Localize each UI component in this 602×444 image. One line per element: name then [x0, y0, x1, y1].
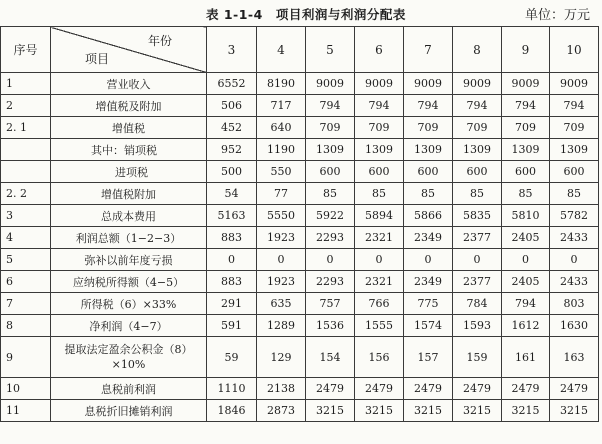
row-value: 5866 — [404, 205, 453, 227]
row-value: 591 — [207, 315, 257, 337]
row-value: 154 — [306, 337, 355, 378]
row-value: 775 — [404, 293, 453, 315]
row-value: 2479 — [502, 378, 550, 400]
row-value: 9009 — [550, 73, 599, 95]
row-value: 3215 — [355, 400, 404, 422]
row-value: 0 — [355, 249, 404, 271]
table-row — [1, 378, 599, 400]
row-value: 0 — [453, 249, 502, 271]
row-value: 2479 — [453, 378, 502, 400]
row-value: 1574 — [404, 315, 453, 337]
row-value: 2433 — [550, 227, 599, 249]
row-value: 3215 — [306, 400, 355, 422]
row-value: 0 — [207, 249, 257, 271]
row-value: 0 — [502, 249, 550, 271]
row-value: 1110 — [207, 378, 257, 400]
row-value: 6552 — [207, 73, 257, 95]
row-value: 1309 — [550, 139, 599, 161]
row-item: 提取法定盈余公积金（8）×10% — [51, 337, 207, 378]
row-value: 794 — [550, 95, 599, 117]
row-value: 9009 — [355, 73, 404, 95]
table-row — [1, 161, 599, 183]
row-value: 1555 — [355, 315, 404, 337]
row-value: 635 — [257, 293, 306, 315]
row-value: 3215 — [404, 400, 453, 422]
row-value: 1309 — [404, 139, 453, 161]
row-value: 9009 — [306, 73, 355, 95]
table-row — [1, 227, 599, 249]
row-value: 2433 — [550, 271, 599, 293]
year-header-5: 5 — [306, 27, 355, 73]
year-header-9: 9 — [502, 27, 550, 73]
row-value: 794 — [502, 293, 550, 315]
row-value: 600 — [355, 161, 404, 183]
table-row — [1, 205, 599, 227]
row-value: 757 — [306, 293, 355, 315]
row-value: 2293 — [306, 227, 355, 249]
row-item: 增值税及附加 — [51, 95, 207, 117]
row-seq: 6 — [1, 271, 51, 293]
row-seq: 5 — [1, 249, 51, 271]
row-item: 应纳税所得额（4−5） — [51, 271, 207, 293]
row-value: 8190 — [257, 73, 306, 95]
row-value: 2377 — [453, 271, 502, 293]
row-value: 709 — [550, 117, 599, 139]
row-value: 85 — [355, 183, 404, 205]
row-value: 1309 — [306, 139, 355, 161]
row-value: 0 — [404, 249, 453, 271]
row-value: 2293 — [306, 271, 355, 293]
row-value: 157 — [404, 337, 453, 378]
row-value: 794 — [502, 95, 550, 117]
row-value: 59 — [207, 337, 257, 378]
row-value: 709 — [404, 117, 453, 139]
year-header-3: 3 — [207, 27, 257, 73]
row-value: 9009 — [404, 73, 453, 95]
row-item: 所得税（6）×33% — [51, 293, 207, 315]
row-value: 85 — [550, 183, 599, 205]
row-item: 净利润（4−7） — [51, 315, 207, 337]
row-value: 2873 — [257, 400, 306, 422]
row-value: 159 — [453, 337, 502, 378]
row-seq: 8 — [1, 315, 51, 337]
row-value: 2405 — [502, 227, 550, 249]
row-value: 2138 — [257, 378, 306, 400]
row-item: 总成本费用 — [51, 205, 207, 227]
table-row — [1, 337, 599, 378]
row-value: 3215 — [453, 400, 502, 422]
year-header-7: 7 — [404, 27, 453, 73]
row-seq: 9 — [1, 337, 51, 378]
row-value: 1309 — [355, 139, 404, 161]
row-value: 85 — [306, 183, 355, 205]
item-year-header — [51, 27, 207, 73]
row-value: 1190 — [257, 139, 306, 161]
row-value: 1593 — [453, 315, 502, 337]
row-value: 2349 — [404, 271, 453, 293]
table-title: 表 1-1-4 项目利润与利润分配表 — [206, 7, 406, 22]
table-row — [1, 117, 599, 139]
row-seq: 2. 1 — [1, 117, 51, 139]
row-value: 794 — [355, 95, 404, 117]
row-value: 709 — [453, 117, 502, 139]
row-value: 506 — [207, 95, 257, 117]
row-value: 794 — [404, 95, 453, 117]
table-row — [1, 315, 599, 337]
row-item: 进项税 — [51, 161, 207, 183]
row-value: 161 — [502, 337, 550, 378]
header-row — [1, 27, 599, 73]
row-value: 0 — [257, 249, 306, 271]
row-value: 77 — [257, 183, 306, 205]
row-seq: 10 — [1, 378, 51, 400]
row-seq: 4 — [1, 227, 51, 249]
table-row — [1, 293, 599, 315]
row-value: 291 — [207, 293, 257, 315]
row-value: 5810 — [502, 205, 550, 227]
row-value: 600 — [502, 161, 550, 183]
row-value: 1923 — [257, 227, 306, 249]
year-header-label: 年份 — [147, 34, 172, 48]
row-value: 129 — [257, 337, 306, 378]
row-seq: 2 — [1, 95, 51, 117]
row-item: 增值税 — [51, 117, 207, 139]
row-value: 2479 — [404, 378, 453, 400]
row-value: 54 — [207, 183, 257, 205]
row-value: 766 — [355, 293, 404, 315]
row-value: 803 — [550, 293, 599, 315]
unit-label: 单位：万元 — [524, 8, 590, 23]
year-header-10: 10 — [550, 27, 599, 73]
row-value: 1923 — [257, 271, 306, 293]
row-value: 2349 — [404, 227, 453, 249]
row-seq: 3 — [1, 205, 51, 227]
row-value: 952 — [207, 139, 257, 161]
row-value: 883 — [207, 227, 257, 249]
row-value: 85 — [453, 183, 502, 205]
row-value: 0 — [306, 249, 355, 271]
row-value: 2479 — [306, 378, 355, 400]
row-seq: 2. 2 — [1, 183, 51, 205]
row-value: 2405 — [502, 271, 550, 293]
table-row — [1, 73, 599, 95]
table-row — [1, 139, 599, 161]
title-bar — [0, 0, 602, 26]
row-value: 1309 — [453, 139, 502, 161]
row-value: 2377 — [453, 227, 502, 249]
year-header-6: 6 — [355, 27, 404, 73]
table-row — [1, 95, 599, 117]
row-value: 600 — [404, 161, 453, 183]
row-item: 营业收入 — [51, 73, 207, 95]
row-seq — [1, 161, 51, 183]
row-value: 794 — [306, 95, 355, 117]
year-header-8: 8 — [453, 27, 502, 73]
row-value: 163 — [550, 337, 599, 378]
table-row — [1, 271, 599, 293]
row-value: 1536 — [306, 315, 355, 337]
table-row — [1, 400, 599, 422]
table-row — [1, 249, 599, 271]
row-seq: 1 — [1, 73, 51, 95]
row-value: 9009 — [502, 73, 550, 95]
row-value: 709 — [355, 117, 404, 139]
row-item: 息税前利润 — [51, 378, 207, 400]
row-value: 2321 — [355, 271, 404, 293]
row-value: 500 — [207, 161, 257, 183]
row-value: 5782 — [550, 205, 599, 227]
seq-header: 序号 — [1, 27, 51, 73]
row-value: 600 — [550, 161, 599, 183]
profit-distribution-table — [0, 26, 599, 422]
row-value: 784 — [453, 293, 502, 315]
row-value: 2479 — [355, 378, 404, 400]
row-value: 717 — [257, 95, 306, 117]
row-value: 640 — [257, 117, 306, 139]
row-value: 3215 — [502, 400, 550, 422]
row-value: 5163 — [207, 205, 257, 227]
row-value: 600 — [453, 161, 502, 183]
row-value: 794 — [453, 95, 502, 117]
row-value: 0 — [550, 249, 599, 271]
row-value: 2321 — [355, 227, 404, 249]
row-item: 增值税附加 — [51, 183, 207, 205]
row-seq: 11 — [1, 400, 51, 422]
row-value: 156 — [355, 337, 404, 378]
row-value: 709 — [502, 117, 550, 139]
row-value: 5922 — [306, 205, 355, 227]
row-item: 利润总额（1−2−3） — [51, 227, 207, 249]
row-value: 1612 — [502, 315, 550, 337]
row-value: 85 — [404, 183, 453, 205]
row-value: 5550 — [257, 205, 306, 227]
row-value: 452 — [207, 117, 257, 139]
row-value: 1630 — [550, 315, 599, 337]
row-value: 1846 — [207, 400, 257, 422]
item-header-label: 项目 — [85, 52, 110, 66]
row-value: 600 — [306, 161, 355, 183]
row-value: 883 — [207, 271, 257, 293]
table-row — [1, 183, 599, 205]
row-value: 1309 — [502, 139, 550, 161]
row-seq: 7 — [1, 293, 51, 315]
row-seq — [1, 139, 51, 161]
row-value: 1289 — [257, 315, 306, 337]
row-value: 709 — [306, 117, 355, 139]
row-value: 5835 — [453, 205, 502, 227]
row-value: 5894 — [355, 205, 404, 227]
row-item: 息税折旧摊销利润 — [51, 400, 207, 422]
row-item: 其中：销项税 — [51, 139, 207, 161]
row-value: 550 — [257, 161, 306, 183]
row-value: 3215 — [550, 400, 599, 422]
row-value: 9009 — [453, 73, 502, 95]
row-item: 弥补以前年度亏损 — [51, 249, 207, 271]
year-header-4: 4 — [257, 27, 306, 73]
row-value: 85 — [502, 183, 550, 205]
row-value: 2479 — [550, 378, 599, 400]
